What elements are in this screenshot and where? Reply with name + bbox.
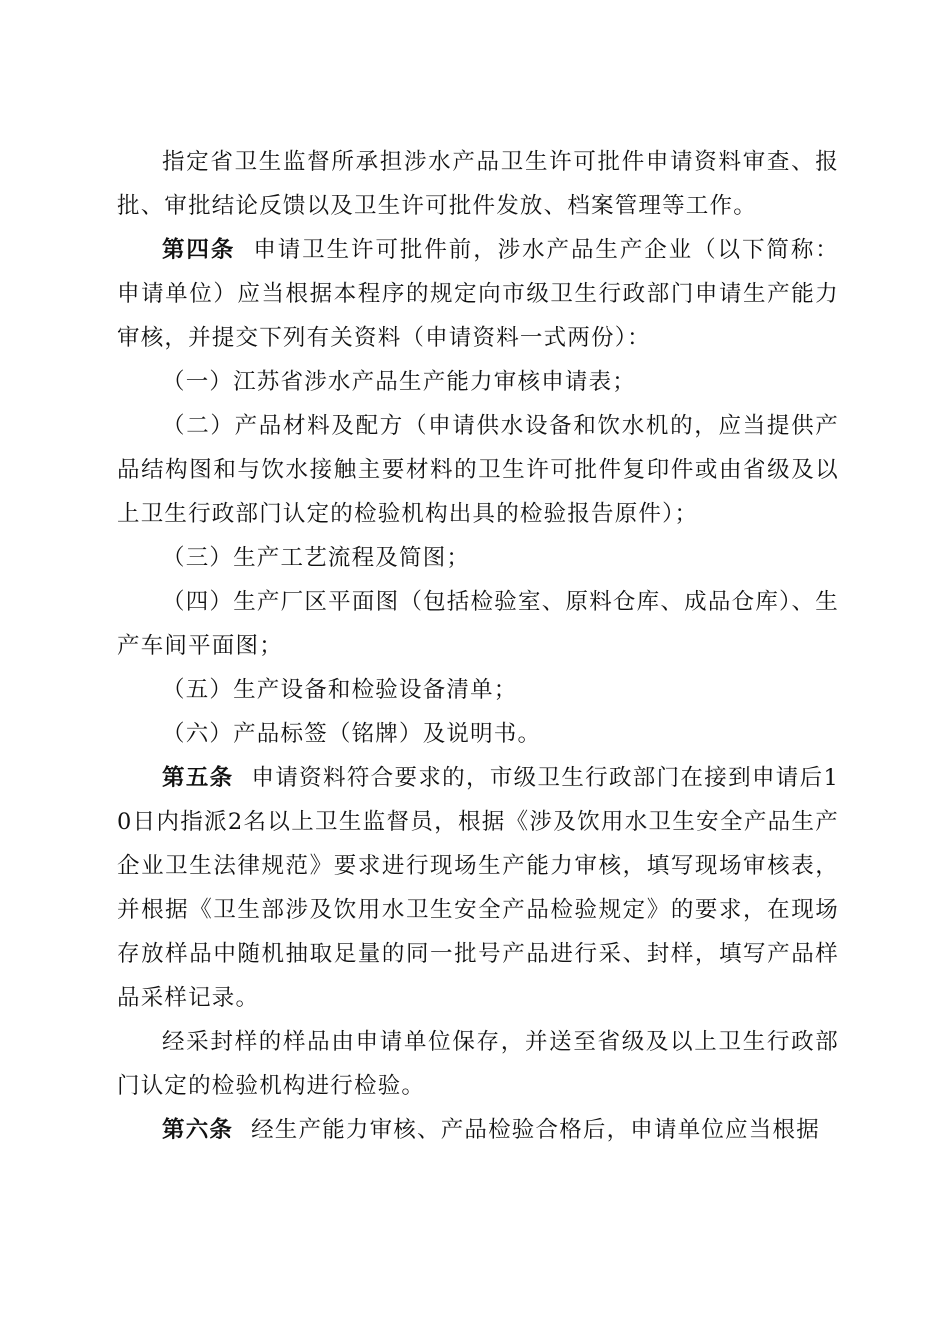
list-item-2 — [117, 404, 839, 536]
paragraph-designation — [117, 140, 839, 228]
article-heading: 第四条 — [162, 237, 236, 263]
article-4 — [117, 228, 839, 360]
article-5 — [117, 756, 839, 1020]
paragraph-text: 经生产能力审核、产品检验合格后，申请单位应当根据 — [251, 1117, 820, 1143]
paragraph-text: 指定省卫生监督所承担涉水产品卫生许可批件申请资料审查、报批、审批结论反馈以及卫生许可批件发放、档案管理等工作。 — [117, 149, 839, 219]
article-heading: 第六条 — [162, 1117, 234, 1143]
article-6 — [117, 1108, 839, 1152]
paragraph-text: 申请资料符合要求的，市级卫生行政部门在接到申请后10日内指派2名以上卫生监督员，根据《涉及饮用水卫生安全产品生产企业卫生法律规范》要求进行现场生产能力审核，填写现场审核表，并根据《卫生部涉及饮用水卫生安全产品检验规定》的要求，在现场存放样品中随机抽取足量的同一批号产品进行采、封样，填写产品样品采样记录。 — [117, 765, 839, 1011]
paragraph-text: （一）江苏省涉水产品生产能力审核申请表； — [162, 369, 637, 395]
list-item-3 — [117, 536, 839, 580]
paragraph-text: （三）生产工艺流程及简图； — [162, 545, 471, 571]
list-item-6 — [117, 712, 839, 756]
paragraph-text: （二）产品材料及配方（申请供水设备和饮水机的，应当提供产品结构图和与饮水接触主要材料的卫生许可批件复印件或由省级及以上卫生行政部门认定的检验机构出具的检验报告原件）； — [117, 413, 839, 527]
list-item-5 — [117, 668, 839, 712]
paragraph-text: （五）生产设备和检验设备清单； — [162, 677, 518, 703]
list-item-1 — [117, 360, 839, 404]
paragraph-text: （六）产品标签（铭牌）及说明书。 — [162, 721, 542, 747]
document-body — [117, 140, 839, 1152]
paragraph-sample-storage — [117, 1020, 839, 1108]
article-heading: 第五条 — [162, 765, 234, 791]
paragraph-text: （四）生产厂区平面图（包括检验室、原料仓库、成品仓库）、生产车间平面图； — [117, 589, 839, 659]
list-item-4 — [117, 580, 839, 668]
paragraph-text: 经采封样的样品由申请单位保存，并送至省级及以上卫生行政部门认定的检验机构进行检验。 — [117, 1029, 839, 1099]
paragraph-text: 申请卫生许可批件前，涉水产品生产企业（以下简称：申请单位）应当根据本程序的规定向市级卫生行政部门申请生产能力审核，并提交下列有关资料（申请资料一式两份）： — [117, 237, 839, 351]
